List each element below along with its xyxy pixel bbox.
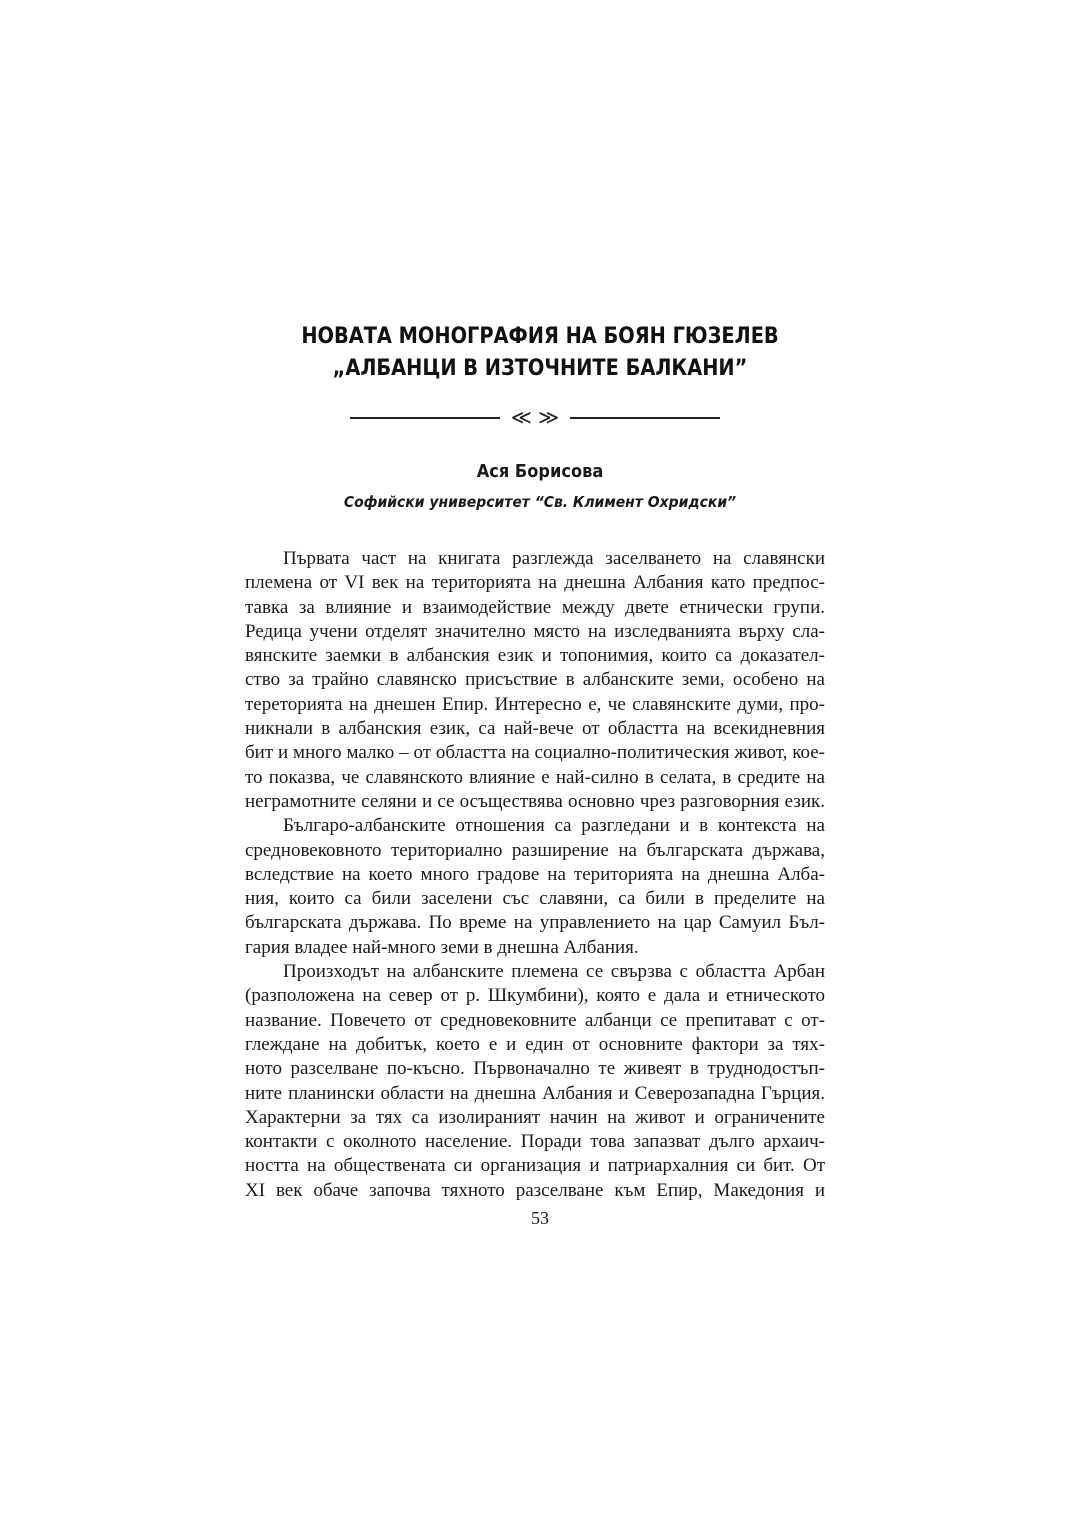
- paragraph-3: [245, 960, 825, 1203]
- body-line: вследствие на което много градове на територията на днешна Алба-: [245, 863, 825, 885]
- body-line: (разположена на север от р. Шкумбини), която е дала и етническото: [245, 985, 825, 1007]
- body-line: Произходът на албанските племена се свързва с областта Арбан: [283, 961, 825, 983]
- body-line: средновековното териториално разширение на българската държава,: [245, 839, 825, 861]
- article-body: [245, 547, 825, 1203]
- body-line: то показва, че славянското влияние е най-силно в селата, в средите на: [245, 766, 825, 788]
- body-line: название. Повечето от средновековните албанци се препитават с от-: [245, 1009, 825, 1031]
- title-ornament-divider: [350, 404, 720, 430]
- divider-rule-right: [570, 417, 720, 419]
- article-title-line-2: „АЛБАНЦИ В ИЗТОЧНИТЕ БАЛКАНИ”: [332, 356, 748, 381]
- body-line: Редица учени отделят значително място на изследванията върху сла-: [245, 620, 825, 642]
- body-line: ността на обществената си организация и патриархалния си бит. От: [245, 1155, 825, 1177]
- body-line: ното разселване по-късно. Първоначално те живеят в труднодостъп-: [245, 1058, 825, 1080]
- body-line: Първата част на книгата разглежда заселването на славянски: [283, 548, 825, 569]
- body-line: неграмотните селяни и се осъществява основно чрез разговорния език.: [245, 790, 825, 812]
- body-line: никнали в албанския език, са най-вече от областта на всекидневния: [245, 718, 825, 740]
- body-line: глеждане на добитък, което е и един от основните фактори за тях-: [245, 1033, 825, 1055]
- paragraph-1: [245, 547, 825, 814]
- body-line: племена от VI век на територията на днешна Албания като предпос-: [245, 572, 825, 594]
- page-number: 53: [531, 1208, 549, 1228]
- body-line: XI век обаче започва тяхното разселване към Епир, Македония и: [245, 1179, 825, 1201]
- body-line: Характерни за тях са изолираният начин на живот и ограничените: [245, 1106, 825, 1128]
- author-affiliation: Софийски университет “Св. Климент Охридски”: [343, 493, 737, 511]
- body-line: Българо-албанските отношения са разгледани и в контекста на: [283, 815, 825, 837]
- divider-rule-left: [350, 417, 500, 419]
- author-name: Ася Борисова: [476, 461, 604, 482]
- body-line: бит и много малко – от областта на социално-политическия живот, кое-: [245, 742, 825, 764]
- body-line: гария владее най-много земи в днешна Албания.: [245, 936, 639, 958]
- body-line: българската държава. По време на управлението на цар Самуил Бъл-: [245, 912, 825, 934]
- double-chevron-ornament-icon: ≪ ≫: [510, 405, 560, 429]
- body-line: тавка за влияние и взаимодействие между двете етнически групи.: [245, 596, 825, 618]
- paragraph-2: [245, 814, 825, 960]
- body-line: тереторията на днешен Епир. Интересно е, че славянските думи, про-: [245, 693, 825, 715]
- body-line: контакти с околното население. Поради това запазват дълго архаич-: [245, 1131, 825, 1153]
- body-line: ство за трайно славянско присъствие в албанските земи, особено на: [245, 669, 825, 691]
- body-line: вянските заемки в албанския език и топонимия, които са доказател-: [245, 645, 825, 667]
- body-line: ния, които са били заселени със славяни, са били в пределите на: [245, 888, 825, 910]
- article-title-line-1: НОВАТА МОНОГРАФИЯ НА БОЯН ГЮЗЕЛЕВ: [301, 324, 779, 349]
- body-line: ните планински области на днешна Албания и Северозападна Гърция.: [245, 1082, 825, 1104]
